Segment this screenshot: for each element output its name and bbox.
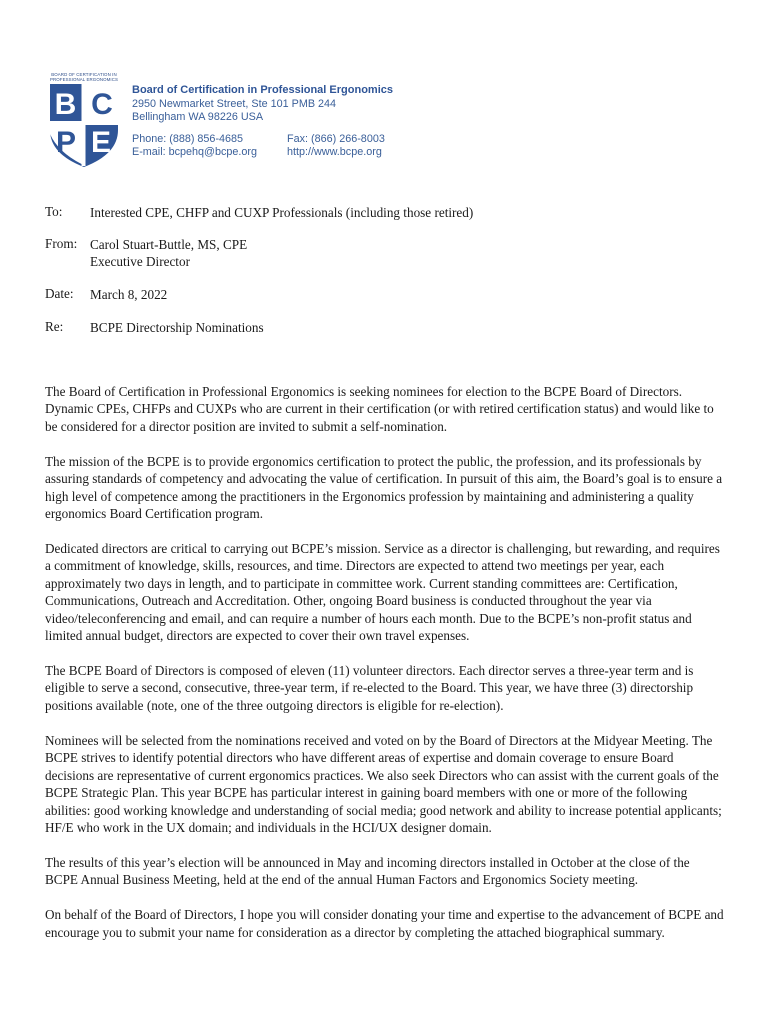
paragraph-selection: Nominees will be selected from the nominations received and voted on by the Board of Directors at the Midyear Meeting. The BCPE strives to identify potential directors who have different areas of expertise and domain coverage to ensure Board decisions are representative of current ergonomics practices. We also seek Directors who can assist with the current goals of the BCPE Strategic Plan. This year BCPE has particular interest in gaining board members with one or more of the following abilities: good working knowledge and understanding of social media; good network and ability to increase potential applicants; HF/E who work in the UX domain; and individuals in the HCI/UX designer domain. xyxy=(45,732,722,835)
memo-date: Date: March 8, 2022 xyxy=(45,286,168,302)
contact-row-phone xyxy=(132,133,393,147)
email-link[interactable]: E-mail: bcpehq@bcpe.org xyxy=(132,146,257,158)
paragraph-intro: The Board of Certification in Professional Ergonomics is seeking nominees for election to the BCPE Board of Directors. Dynamic CPEs, CHFPs and CUXPs who are current in their certification (or with retired certification status) and would like to be considered for a director position are invited to submit a self-nomination. xyxy=(45,384,714,434)
letterhead xyxy=(48,72,728,172)
paragraph-closing: On behalf of the Board of Directors, I hope you will consider donating your time and expertise to the advancement of BCPE and encourage you to submit your name for consideration as a director by completing the attached biographical summary. xyxy=(45,907,724,940)
logo-letter-c: C xyxy=(91,88,113,121)
logo-shield-icon xyxy=(48,72,120,168)
logo-letter-e: E xyxy=(90,126,112,159)
paragraph-results: The results of this year’s election will be announced in May and incoming directors installed in October at the close of the BCPE Annual Business Meeting, held at the end of the annual Human Factors and Ergonomics Society meeting. xyxy=(45,854,690,888)
logo-caption: BOARD OF CERTIFICATION IN PROFESSIONAL ERGONOMICS xyxy=(49,72,118,82)
org-name: Board of Certification in Professional Ergonomics xyxy=(132,84,393,96)
contact-row-email xyxy=(132,146,393,160)
paragraph-mission: The mission of the BCPE is to provide ergonomics certification to protect the public, the profession, and its professionals by assuring standards of competency and advocating the value of certification. In pursuit of this aim, the Board’s goal is to ensure a high level of competence among the practitioners in the Ergonomics profession by maintaining and administering a quality ergonomics Board Certification program. xyxy=(45,453,723,522)
bcpe-logo xyxy=(48,72,120,168)
address-line-1: 2950 Newmarket Street, Ste 101 PMB 244 xyxy=(132,97,337,110)
paragraph-composition: The BCPE Board of Directors is composed of eleven (11) volunteer directors. Each director serves a three-year term and is eligible to serve a second, consecutive, three-year term, if re-elected to the Board. This year, we have three (3) directorship positions available (note, one of the three outgoing directors is eligible for re-election). xyxy=(45,663,694,713)
memo-from: From: Carol Stuart-Buttle, MS, CPE Executive Director xyxy=(45,236,248,269)
website-link[interactable]: http://www.bcpe.org xyxy=(287,146,382,158)
from-name: Carol Stuart-Buttle, MS, CPE xyxy=(90,237,248,252)
letter-body xyxy=(45,383,725,959)
memo-subject: Re: BCPE Directorship Nominations xyxy=(45,319,264,335)
paragraph-commitment: Dedicated directors are critical to carrying out BCPE’s mission. Service as a director is challenging, but rewarding, and requires a commitment of knowledge, skills, resources, and time. Directors are expected to attend two meetings per year, each approximately two days in length, and to participate in committee work. Current standing committees are: Certification, Communications, Outreach and Accreditation. Other, ongoing Board business is conducted throughout the year via video/teleconferencing and email, and can require a number of hours each month. Due to the BCPE’s non-profit status and limited annual budget, directors are expected to cover their own travel expenses. xyxy=(45,541,720,644)
memo-to: To: Interested CPE, CHFP and CUXP Professionals (including those retired) xyxy=(45,204,474,220)
from-title: Executive Director xyxy=(90,254,190,269)
phone: Phone: (888) 856-4685 xyxy=(132,132,244,145)
address-line-2: Bellingham WA 98226 USA xyxy=(132,111,264,123)
fax: Fax: (866) 266-8003 xyxy=(287,132,385,145)
logo-letter-p: P xyxy=(55,126,77,159)
org-info xyxy=(132,84,393,160)
logo-letter-b: B xyxy=(54,88,77,121)
